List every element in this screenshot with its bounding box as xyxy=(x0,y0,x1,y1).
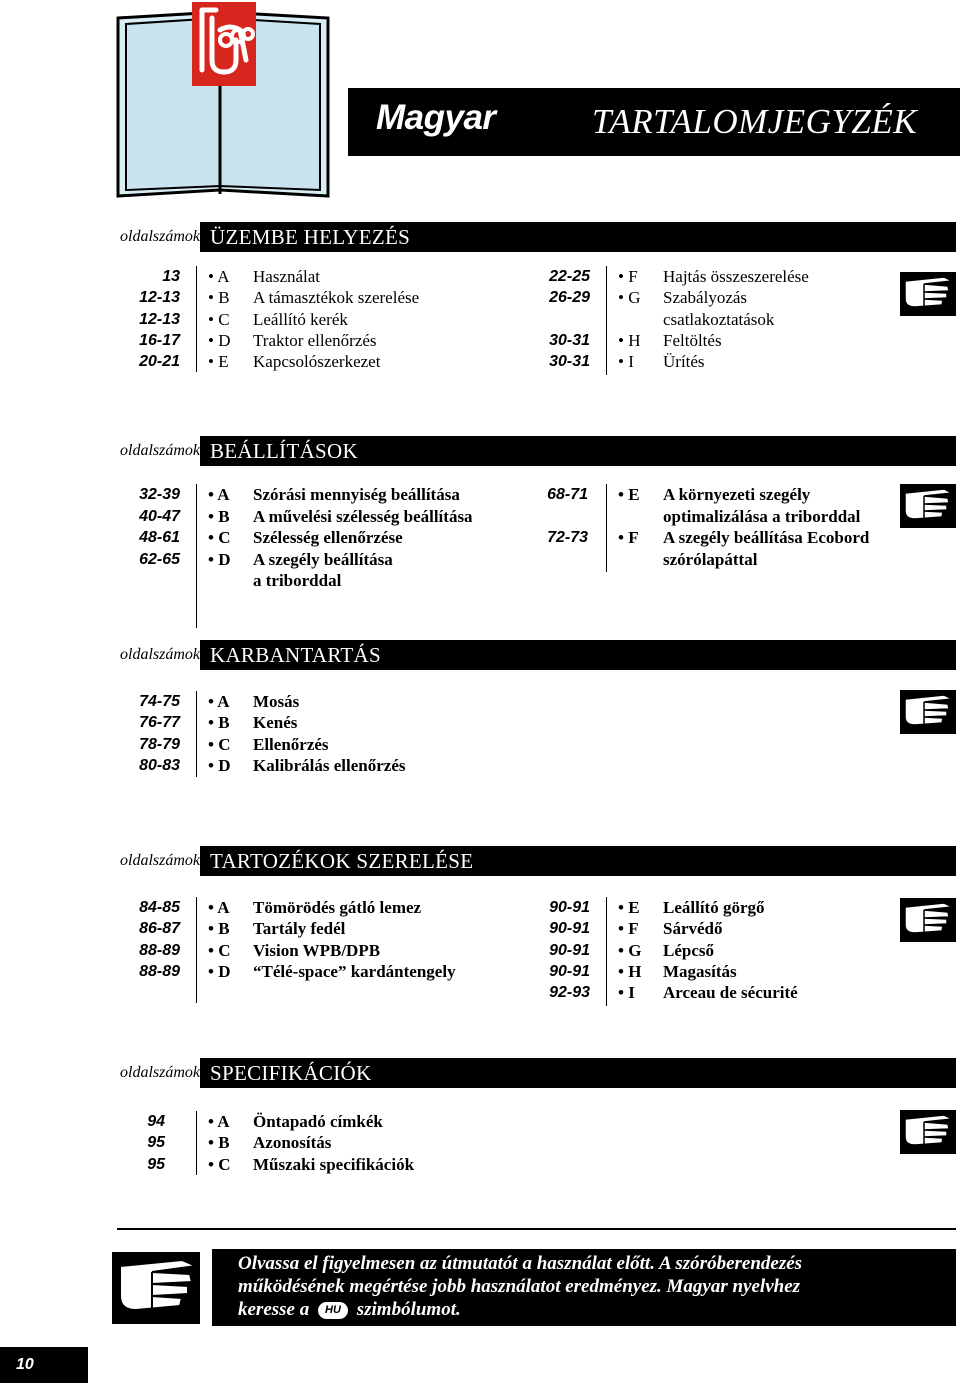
footer-rule xyxy=(117,1228,956,1230)
pointing-hand-icon xyxy=(900,690,956,734)
entry-title: Műszaki specifikációk xyxy=(253,1154,415,1174)
page-range: 90-91 xyxy=(549,899,590,916)
notice-line-start: keresse a xyxy=(238,1299,310,1320)
page-range: 12-13 xyxy=(139,310,180,328)
toc-entry[interactable] xyxy=(0,755,960,776)
page-range: 90-91 xyxy=(549,941,590,959)
page-range: 20-21 xyxy=(139,353,180,371)
entry-title: Hajtás összeszerelése xyxy=(663,267,809,286)
entry-title: csatlakoztatások xyxy=(663,309,775,329)
section-label: oldalszámok xyxy=(112,436,200,466)
page-range: 62-65 xyxy=(139,550,180,568)
entry-title: szórólapáttal xyxy=(663,549,758,569)
section-header xyxy=(112,640,956,670)
entry-letter: • I xyxy=(618,352,634,372)
toc-entry[interactable] xyxy=(0,309,960,330)
toc-entry[interactable] xyxy=(0,1111,960,1132)
entry-letter: • D xyxy=(208,755,231,775)
toc-entry[interactable] xyxy=(0,330,960,351)
entry-title: a triborddal xyxy=(253,571,342,590)
entry-title: A művelési szélesség beállítása xyxy=(253,506,473,526)
page-range: 94 xyxy=(147,1113,165,1130)
entry-title: Sárvédő xyxy=(663,919,723,939)
toc-entry[interactable] xyxy=(0,897,960,918)
entry-title: Szórási mennyiség beállítása xyxy=(253,485,460,504)
toc-entry[interactable] xyxy=(0,1132,960,1153)
toc-entry[interactable] xyxy=(0,940,960,961)
entry-title: Használat xyxy=(253,267,321,286)
entry-title: Vision WPB/DPB xyxy=(253,940,381,960)
entry-letter: • C xyxy=(208,309,230,329)
entry-letter: • B xyxy=(208,288,230,308)
toc-entry[interactable] xyxy=(0,734,960,755)
entry-title: Szabályozás xyxy=(663,288,748,308)
entry-letter: • A xyxy=(208,485,230,504)
entry-letter: • A xyxy=(208,692,230,711)
entry-letter: • E xyxy=(618,485,640,504)
toc-entry[interactable] xyxy=(0,712,960,733)
page-range: 78-79 xyxy=(139,735,180,753)
entry-title: Magasítás xyxy=(663,961,737,981)
entry-letter: • C xyxy=(208,528,231,547)
page-range: 30-31 xyxy=(549,353,590,371)
entry-letter: • B xyxy=(208,1133,230,1153)
toc-entry[interactable] xyxy=(0,287,960,308)
section-header xyxy=(112,846,956,876)
entry-letter: • A xyxy=(208,267,230,286)
entry-title: A támasztékok szerelése xyxy=(253,288,420,308)
toc-entry[interactable] xyxy=(0,527,960,548)
entry-title: Leállító görgő xyxy=(663,898,765,917)
page-range: 16-17 xyxy=(139,331,180,349)
page-range: 86-87 xyxy=(139,920,180,938)
section-title: BEÁLLÍTÁSOK xyxy=(210,439,358,463)
page-range: 90-91 xyxy=(549,962,590,980)
section-title: ÜZEMBE HELYEZÉS xyxy=(210,225,411,249)
entry-letter: • B xyxy=(208,506,230,526)
entry-letter: • F xyxy=(618,267,638,286)
pointing-hand-icon xyxy=(112,1252,200,1324)
entry-title: Azonosítás xyxy=(253,1133,332,1153)
entry-title: Kapcsolószerkezet xyxy=(253,352,381,372)
entry-letter: • D xyxy=(208,961,231,981)
entry-letter: • C xyxy=(208,1154,231,1174)
pointing-hand-icon xyxy=(900,484,956,528)
toc-entry[interactable] xyxy=(0,982,960,1003)
toc-entry[interactable] xyxy=(0,1154,960,1175)
section-label: oldalszámok xyxy=(112,222,200,252)
toc-entry[interactable] xyxy=(0,961,960,982)
entry-letter: • H xyxy=(618,961,642,981)
entry-letter: • F xyxy=(618,528,639,547)
toc-entry[interactable] xyxy=(0,549,960,570)
entry-letter: • C xyxy=(208,734,231,754)
entry-letter: • D xyxy=(208,549,231,569)
entry-letter: • H xyxy=(618,330,641,350)
entry-title: Kenés xyxy=(253,713,298,733)
entry-letter: • B xyxy=(208,919,230,939)
entry-letter: • E xyxy=(208,352,229,372)
entry-title: A szegély beállítása Ecobord xyxy=(663,528,870,547)
page-range: 92-93 xyxy=(549,984,590,1002)
pointing-hand-icon xyxy=(900,272,956,316)
page-range: 80-83 xyxy=(139,756,180,774)
entry-title: Traktor ellenőrzés xyxy=(253,330,377,350)
entry-letter: • G xyxy=(618,940,642,960)
page-range: 88-89 xyxy=(139,962,180,980)
page-range: 12-13 xyxy=(139,289,180,307)
entry-title: Lépcső xyxy=(663,940,714,960)
entry-letter: • A xyxy=(208,1112,230,1131)
section-label: oldalszámok xyxy=(112,846,200,876)
entry-title: Tömörödés gátló lemez xyxy=(253,898,422,917)
toc-entry[interactable] xyxy=(0,918,960,939)
section-header xyxy=(112,222,956,252)
pointing-hand-icon xyxy=(900,1110,956,1154)
hu-language-badge: HU xyxy=(318,1302,348,1319)
entry-title: Mosás xyxy=(253,692,300,711)
page-range: 95 xyxy=(147,1155,165,1173)
toc-entry[interactable] xyxy=(0,484,960,505)
entry-letter: • C xyxy=(208,940,231,960)
page-range: 32-39 xyxy=(139,486,180,503)
section-title: SPECIFIKÁCIÓK xyxy=(210,1061,372,1085)
language-label: Magyar xyxy=(376,98,496,137)
pointing-hand-icon xyxy=(900,898,956,942)
entry-title: “Télé-space” kardántengely xyxy=(253,961,456,981)
entry-title: optimalizálása a triborddal xyxy=(663,506,861,526)
entry-title: Szélesség ellenőrzése xyxy=(253,528,403,547)
entry-title: Ellenőrzés xyxy=(253,734,329,754)
notice-text xyxy=(238,1252,938,1321)
section-label: oldalszámok xyxy=(112,1058,200,1088)
entry-title: Ürítés xyxy=(663,352,705,372)
section-header xyxy=(112,436,956,466)
page-range: 88-89 xyxy=(139,941,180,959)
section-header xyxy=(112,1058,956,1088)
page-range: 30-31 xyxy=(549,331,590,349)
entry-letter: • D xyxy=(208,330,231,350)
section-title: TARTOZÉKOK SZERELÉSE xyxy=(210,849,474,873)
toc-entry[interactable] xyxy=(0,691,960,712)
entry-title: A környezeti szegély xyxy=(663,485,811,504)
entry-letter: • F xyxy=(618,919,639,939)
page-range: 74-75 xyxy=(139,693,180,710)
toc-entry[interactable] xyxy=(0,570,960,591)
entry-title: Öntapadó címkék xyxy=(253,1112,383,1131)
page-range: 95 xyxy=(147,1134,165,1152)
entry-letter: • A xyxy=(208,898,230,917)
notice-line: működésének megértése jobb használatot eredményez. Magyar nyelvhez xyxy=(238,1276,801,1297)
notice-line: Olvassa el figyelmesen az útmutatót a használat előtt. A szóróberendezés xyxy=(238,1253,803,1274)
entry-title: Leállító kerék xyxy=(253,309,348,329)
section-title: KARBANTARTÁS xyxy=(210,643,382,667)
toc-entry[interactable] xyxy=(0,351,960,372)
page-range: 22-25 xyxy=(549,268,590,285)
page-range: 76-77 xyxy=(139,714,180,732)
book-logo xyxy=(112,0,338,200)
entry-letter: • G xyxy=(618,288,641,308)
notice-line xyxy=(238,1298,938,1321)
entry-title: Kalibrálás ellenőrzés xyxy=(253,755,406,775)
entry-title: Arceau de sécurité xyxy=(663,983,798,1003)
page-range: 68-71 xyxy=(547,486,588,503)
toc-entry[interactable] xyxy=(0,506,960,527)
entry-letter: • I xyxy=(618,983,635,1003)
page-title: TARTALOMJEGYZÉK xyxy=(592,102,918,141)
entry-title: Feltöltés xyxy=(663,330,722,350)
toc-entry[interactable] xyxy=(0,266,960,287)
section-label: oldalszámok xyxy=(112,640,200,670)
entry-letter: • B xyxy=(208,713,230,733)
page-range: 13 xyxy=(162,268,180,285)
page-range: 48-61 xyxy=(139,529,180,546)
notice-line-end: szimbólumot. xyxy=(356,1299,461,1320)
page-range: 40-47 xyxy=(139,507,180,525)
entry-title: Tartály fedél xyxy=(253,919,346,939)
page-range: 26-29 xyxy=(549,289,590,307)
page-range: 84-85 xyxy=(139,899,180,916)
page-range: 90-91 xyxy=(549,920,590,938)
page-number: 10 xyxy=(0,1347,88,1383)
entry-letter: • E xyxy=(618,898,640,917)
entry-title: A szegély beállítása xyxy=(253,549,393,569)
page-range: 72-73 xyxy=(547,529,588,546)
